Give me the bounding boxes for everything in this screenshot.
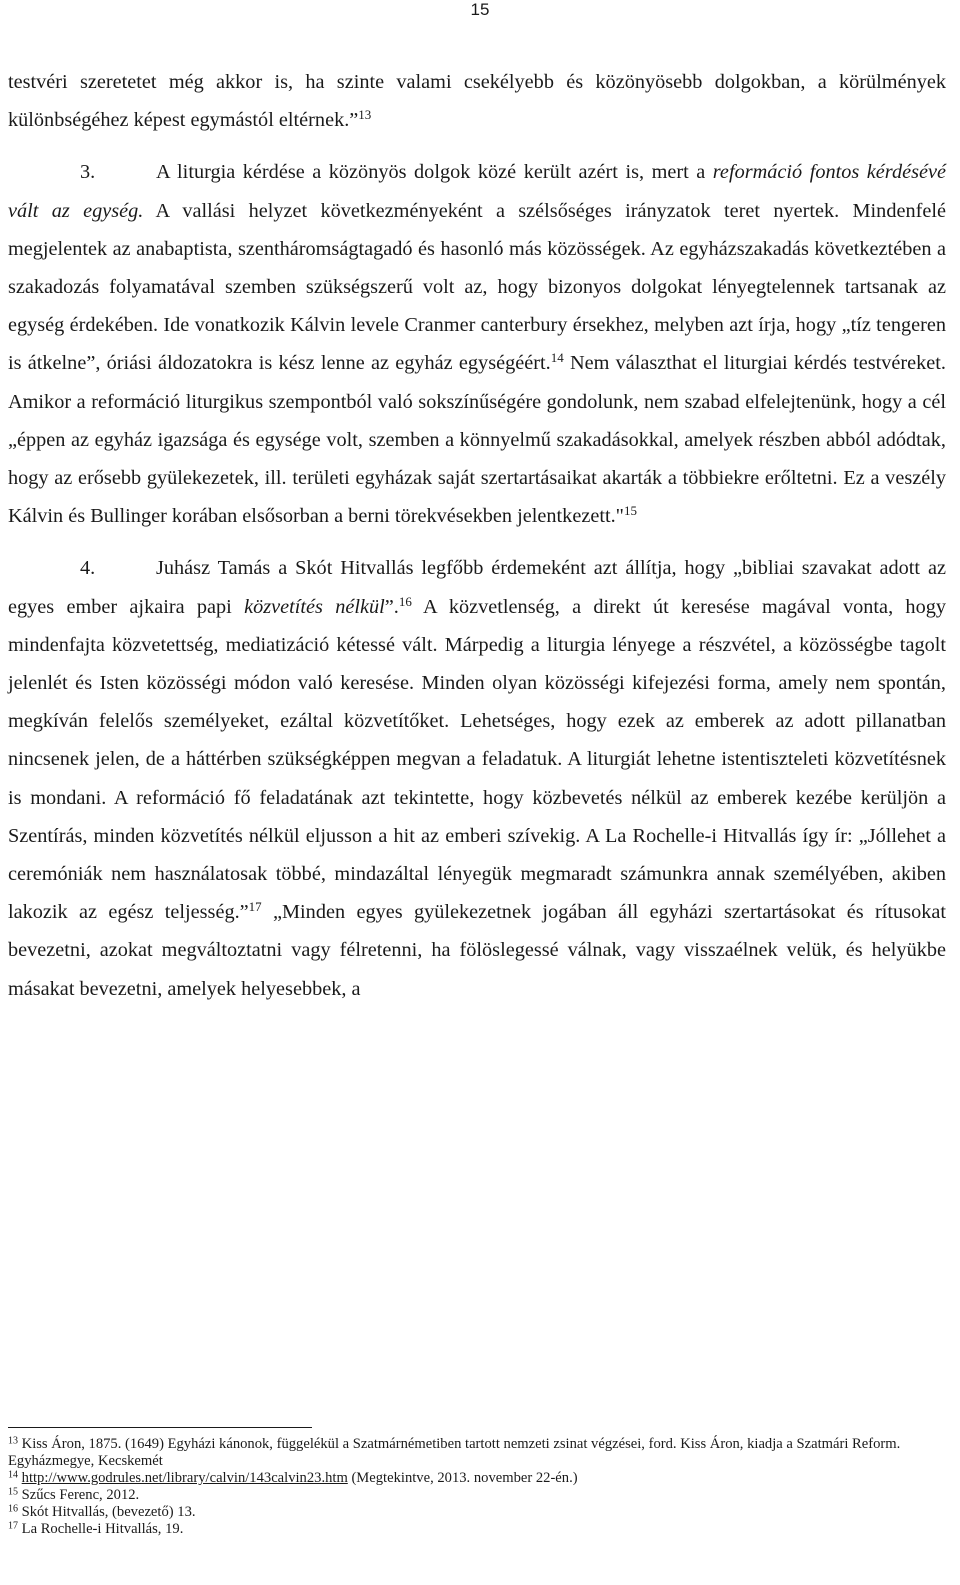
paragraph-number: 3. [80, 161, 96, 184]
paragraph-number: 4. [80, 557, 96, 580]
body-text [8, 63, 946, 1008]
footnote-text: (Megtekintve, 2013. november 22-én.) [347, 1470, 578, 1486]
footnote-text: Skót Hitvallás, (bevezető) 13. [18, 1504, 196, 1520]
footnote [8, 1504, 948, 1521]
italic-text: közvetítés nélkül [244, 595, 385, 618]
paragraph-text: A közvetlenség, a direkt út keresése magával vonta, hogy mindenfajta közvetettség, mediatizáció kétessé vált. Márpedig a liturgia lényege a részvétel, a közösségbe tagolt jelenlét és Isten közösségi módon való keresése. Minden olyan közösségi kifejezési forma, amely nem spontán, megkíván felelős személyeket, ezáltal közvetítőket. Lehetséges, hogy ezek az emberek az adott pillanatban nincsenek jelen, de a háttérben szükségképpen megvan a feladatuk. A liturgiát lehetne istentiszteleti közvetítésnek is mondani. A reformáció fő feladatának azt tekintette, hogy közbevetés nélkül az emberek kezébe kerüljön a Szentírás, minden közvetítés nélkül eljusson a hit az emberi szívekig. A La Rochelle-i Hitvallás így ír: „Jóllehet a ceremóniák nem használatosak többé, mindazáltal lényegük megmaradt számunkra annak személyében, akiben lakozik az egész teljesség.” [8, 595, 946, 924]
footnote-ref[interactable]: 13 [358, 107, 372, 123]
page-number: 15 [470, 0, 490, 19]
footnote-link[interactable]: http://www.godrules.net/library/calvin/143calvin23.htm [21, 1470, 348, 1486]
footnote [8, 1521, 948, 1538]
footnote-number: 13 [8, 1435, 18, 1447]
footnotes [8, 1436, 948, 1538]
paragraph-text: Nem választhat el liturgiai kérdés testvéreket. Amikor a reformáció liturgikus szempontból való sokszínűségére gondolunk, nem szabad elfelejtenünk, hogy a cél „éppen az egyház igazsága és egysége volt, szemben a könnyelmű szakadásokkal, amelyek részben abból adódtak, hogy az erősebb gyülekezetek, ill. területi egyházak saját szertartásaikat akarták a többiekre erőltetni. Ez a veszély Kálvin és Bullinger korában elsősorban a berni törekvésekben jelentkezett." [8, 352, 946, 528]
italic-text: reformáció fontos kérdésévé vált az egység. [8, 161, 946, 222]
footnote-ref[interactable]: 14 [550, 350, 564, 366]
footnote-text: La Rochelle-i Hitvallás, 19. [18, 1521, 184, 1537]
paragraph-3 [8, 153, 946, 535]
footnote-number: 16 [8, 1503, 18, 1515]
paragraph-text: „Minden egyes gyülekezetnek jogában áll egyházi szertartásokat és rítusokat bevezetni, azokat megváltoztatni vagy félretenni, ha fölöslegessé válnak, vagy visszaélnek velük, és helyükbe másakat bevezetni, amelyek helyesebbek, a [8, 901, 947, 1000]
paragraph-text: A liturgia kérdése a közönyös dolgok közé került azért is, mert a [156, 161, 713, 184]
paragraph-continuation [8, 63, 946, 139]
footnote [8, 1487, 948, 1504]
footnote-separator [8, 1427, 312, 1428]
paragraph-text: ”. [384, 595, 399, 618]
footnote-text: Szűcs Ferenc, 2012. [18, 1487, 140, 1503]
footnote-number: 15 [8, 1486, 18, 1498]
paragraph-text: Juhász Tamás a Skót Hitvallás legfőbb érdemeként azt állítja, hogy „bibliai szavakat adott az egyes ember ajkaira papi [8, 557, 946, 618]
paragraph-text: A vallási helyzet következményeként a szélsőséges irányzatok teret nyertek. Mindenfelé megjelentek az anabaptista, szentháromságtagadó és hasonló más közösségek. Az egyházszakadás következtében a szakadozás folyamatával szemben szükségszerű volt az, hogy bizonyos dolgokat lényegtelennek tartsanak az egység érdekében. Ide vonatkozik Kálvin levele Cranmer canterbury érsekhez, melyben azt írja, hogy „tíz tengeren is átkelne”, óriási áldozatokra is kész lenne az egyház egységéért. [8, 199, 946, 375]
footnote-text: Kiss Áron, 1875. (1649) Egyházi kánonok, függelékül a Szatmárnémetiben tartott nemzeti zsinat végzései, ford. Kiss Áron, kiadja a Szatmári Reform. Egyházmegye, Kecskemét [8, 1436, 901, 1469]
footnote-ref[interactable]: 15 [623, 503, 637, 519]
footnote [8, 1470, 948, 1487]
footnote-number: 17 [8, 1520, 18, 1532]
paragraph-text: testvéri szeretetet még akkor is, ha szinte valami csekélyebb és közönyösebb dolgokban, a körülmények különbségéhez képest egymástól eltérnek.” [8, 71, 946, 132]
footnote [8, 1436, 948, 1470]
paragraph-4 [8, 549, 946, 1007]
footnote-number: 14 [8, 1469, 18, 1481]
footnote-ref[interactable]: 16 [398, 593, 412, 609]
footnote-ref[interactable]: 17 [248, 899, 262, 915]
